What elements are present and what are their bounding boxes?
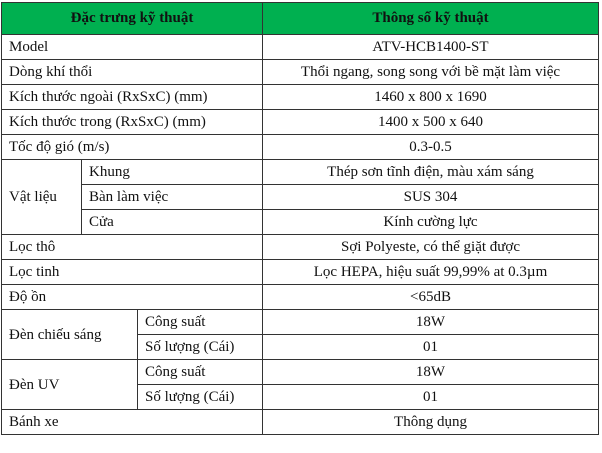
table-row-material-worktop <box>2 185 599 210</box>
row-value: <65dB <box>263 285 599 310</box>
row-value: 01 <box>263 335 599 360</box>
light-group-label: Đèn chiếu sáng <box>2 310 138 360</box>
row-sublabel: Cửa <box>82 210 263 235</box>
row-label: Tốc độ gió (m/s) <box>2 135 263 160</box>
row-value: 0.3-0.5 <box>263 135 599 160</box>
table-row-wind-speed <box>2 135 599 160</box>
row-label: Dòng khí thổi <box>2 60 263 85</box>
row-label: Kích thước ngoài (RxSxC) (mm) <box>2 85 263 110</box>
material-group-label: Vật liệu <box>2 160 82 235</box>
row-value: Sợi Polyeste, có thể giặt được <box>263 235 599 260</box>
table-row-airflow <box>2 60 599 85</box>
row-value: 1400 x 500 x 640 <box>263 110 599 135</box>
table-row-material-frame <box>2 160 599 185</box>
row-value: 18W <box>263 360 599 385</box>
row-value: Thép sơn tĩnh điện, màu xám sáng <box>263 160 599 185</box>
header-characteristics: Đặc trưng kỹ thuật <box>2 3 263 35</box>
row-label: Bánh xe <box>2 410 263 435</box>
table-row-material-door <box>2 210 599 235</box>
spec-table <box>1 2 599 435</box>
table-row-uv-power <box>2 360 599 385</box>
table-row-model <box>2 35 599 60</box>
table-row-pre-filter <box>2 235 599 260</box>
row-value: ATV-HCB1400-ST <box>263 35 599 60</box>
table-row-noise <box>2 285 599 310</box>
row-value: Kính cường lực <box>263 210 599 235</box>
row-sublabel: Công suất <box>138 310 263 335</box>
row-sublabel: Số lượng (Cái) <box>138 385 263 410</box>
header-specifications: Thông số kỹ thuật <box>263 3 599 35</box>
row-label: Độ ồn <box>2 285 263 310</box>
row-sublabel: Công suất <box>138 360 263 385</box>
row-value: 1460 x 800 x 1690 <box>263 85 599 110</box>
table-row-inner-size <box>2 110 599 135</box>
row-value: 01 <box>263 385 599 410</box>
row-value: Thông dụng <box>263 410 599 435</box>
row-sublabel: Số lượng (Cái) <box>138 335 263 360</box>
row-label: Lọc tinh <box>2 260 263 285</box>
row-sublabel: Khung <box>82 160 263 185</box>
row-value: Lọc HEPA, hiệu suất 99,99% at 0.3µm <box>263 260 599 285</box>
table-row-outer-size <box>2 85 599 110</box>
uv-group-label: Đèn UV <box>2 360 138 410</box>
row-sublabel: Bàn làm việc <box>82 185 263 210</box>
row-label: Kích thước trong (RxSxC) (mm) <box>2 110 263 135</box>
row-label: Lọc thô <box>2 235 263 260</box>
row-label: Model <box>2 35 263 60</box>
row-value: 18W <box>263 310 599 335</box>
table-row-fine-filter <box>2 260 599 285</box>
table-row-light-power <box>2 310 599 335</box>
row-value: SUS 304 <box>263 185 599 210</box>
table-row-wheels <box>2 410 599 435</box>
row-value: Thổi ngang, song song với bề mặt làm việc <box>263 60 599 85</box>
header-row <box>2 3 599 35</box>
